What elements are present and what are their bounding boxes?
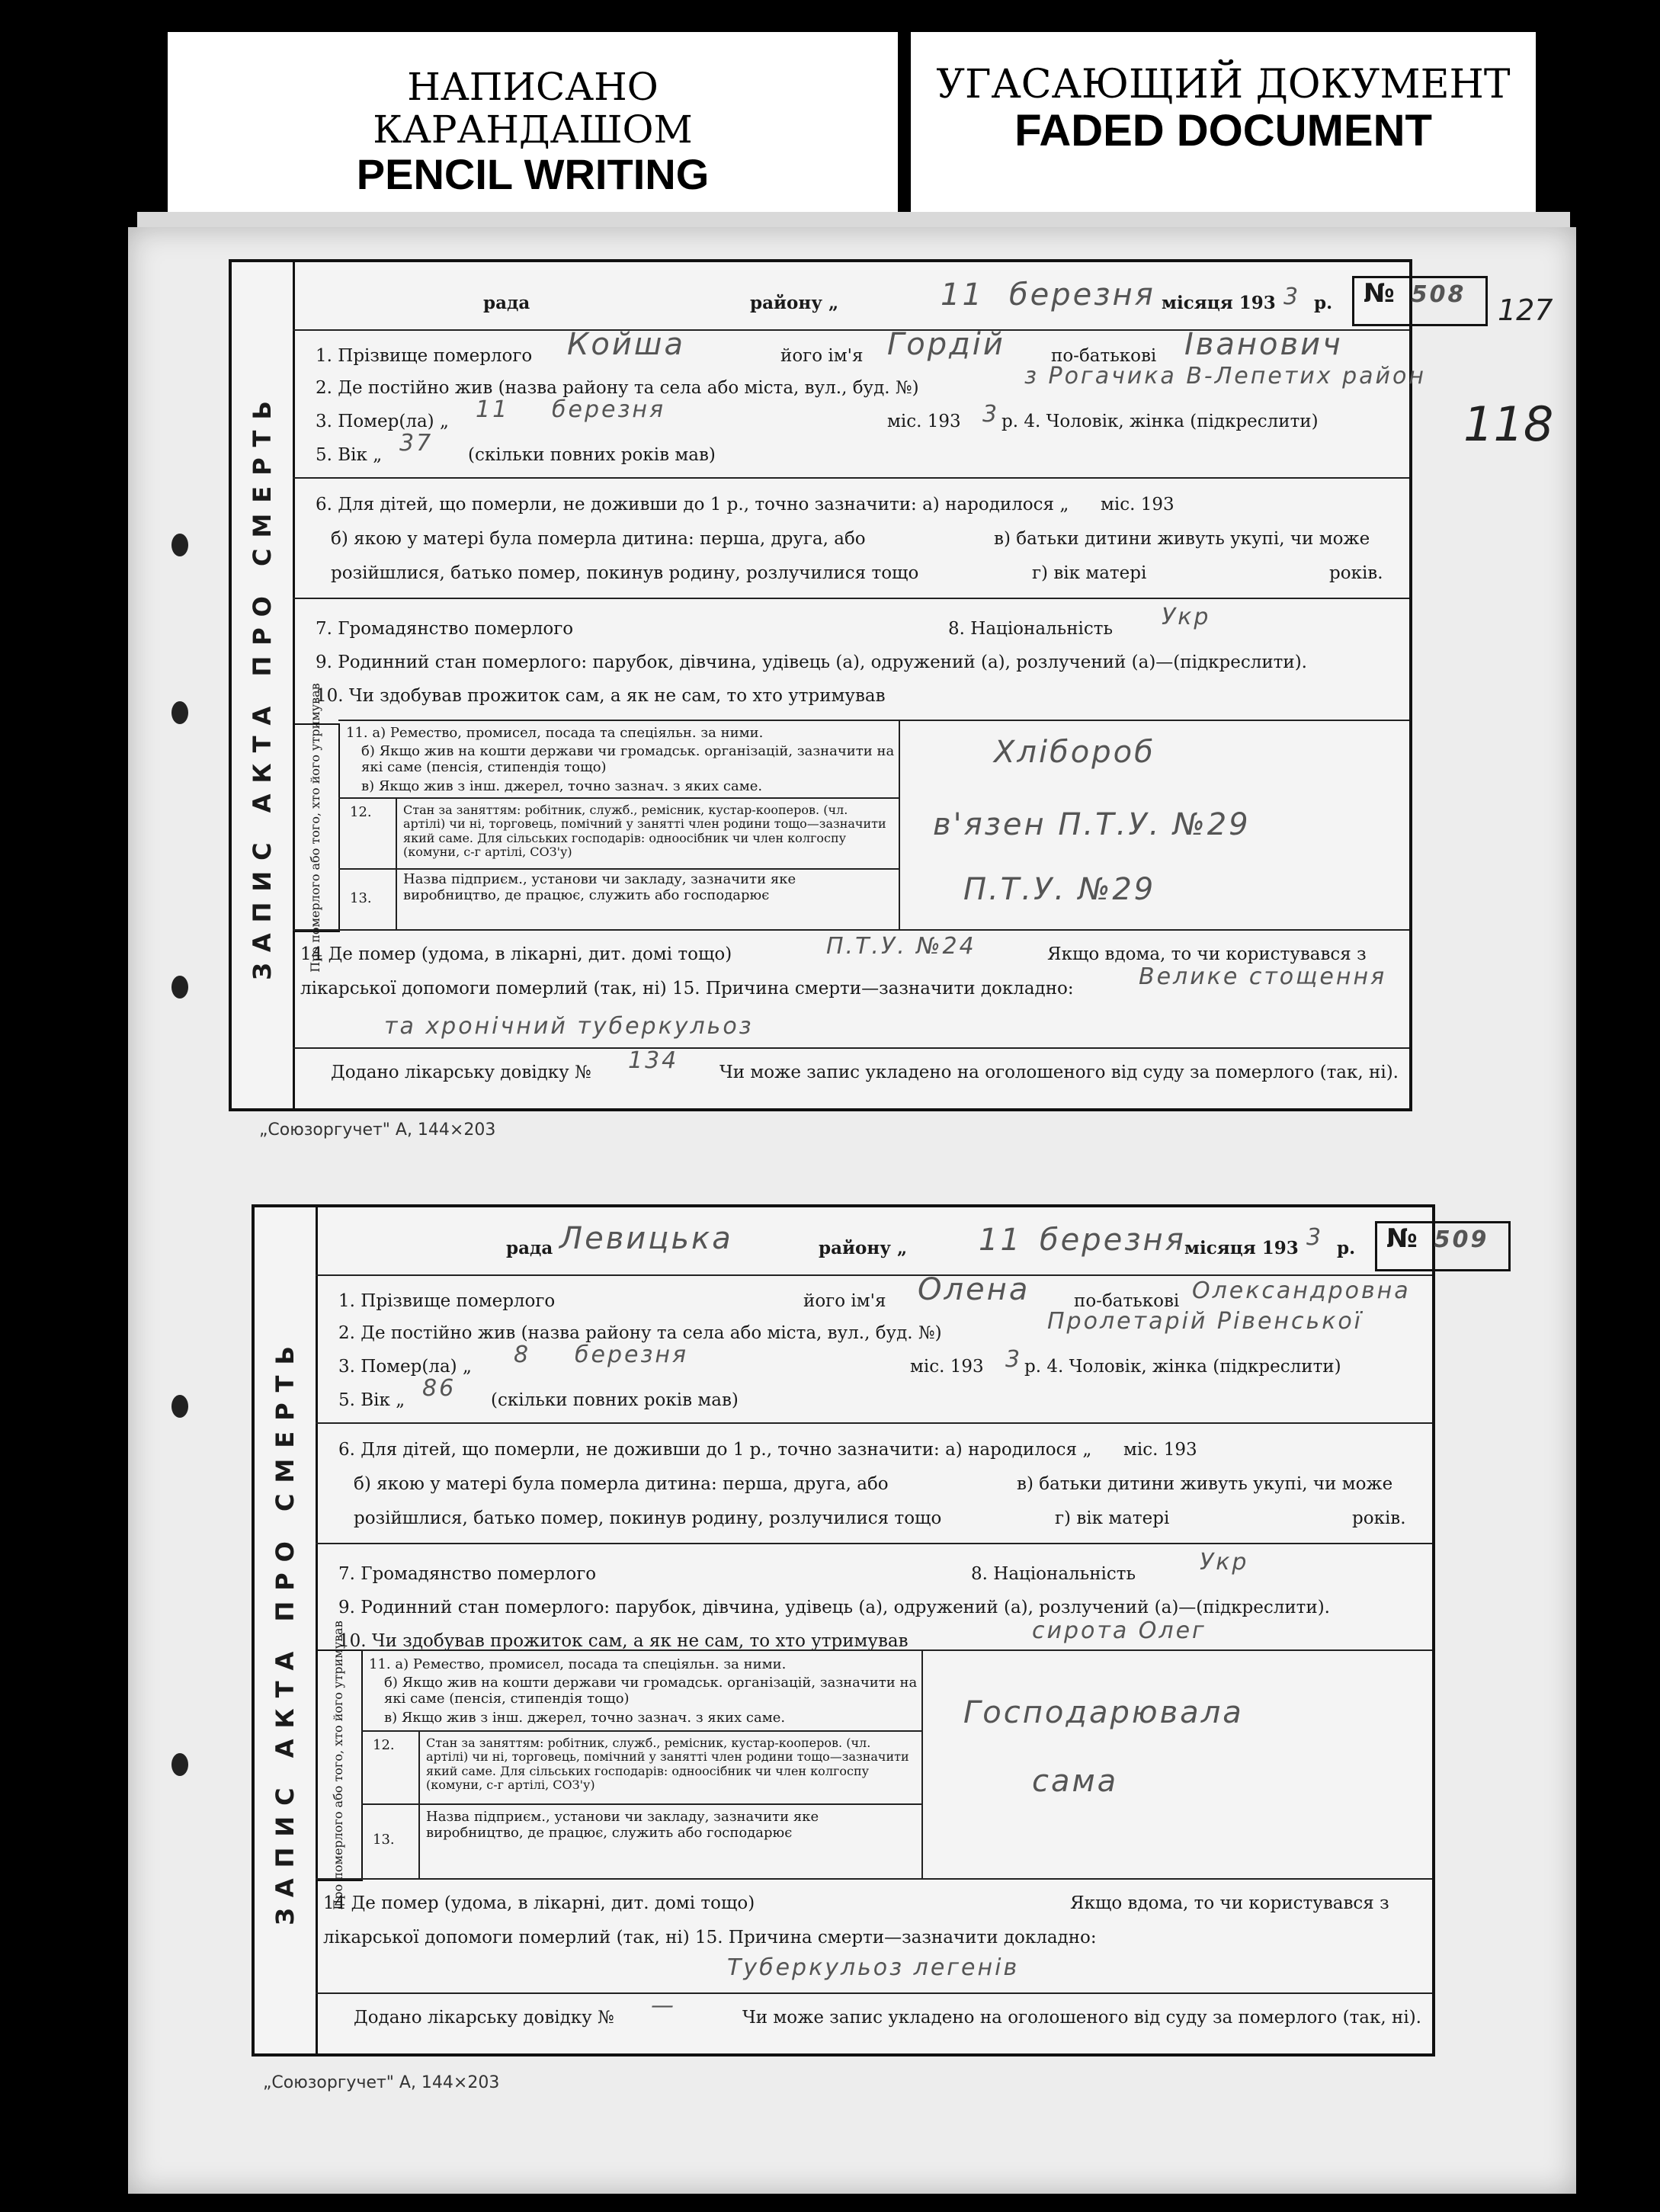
death-record-form-2	[252, 1204, 1489, 2057]
citizenship-label: 7. Громадянство померлого	[316, 619, 574, 639]
died-day: 8	[514, 1342, 531, 1368]
section-line	[361, 1649, 1432, 1651]
column-divider	[899, 720, 900, 929]
occupation-label-a: 11. а) Ремество, промисел, посада та спеціяльн. за ними.	[369, 1656, 787, 1672]
residence-label: 2. Де постійно жив (назва району та села або міста, вул., буд. №)	[338, 1323, 942, 1343]
support-value: сирота Олег	[1032, 1617, 1207, 1644]
child-birth-label: 6. Для дітей, що померли, не доживши до 1 р., точно зазначити: а) народилося „	[338, 1440, 1092, 1460]
number-sign: №	[1364, 278, 1395, 309]
record-day: 11	[941, 277, 984, 313]
margin-number-1: 127	[1498, 293, 1553, 327]
record-number-box	[1352, 276, 1488, 326]
workplace-label: Назва підприєм., установи чи закладу, зазначити яке виробництво, де працює, служить або господарює	[426, 1809, 819, 1841]
parents-label: в) батьки дитини живуть укупі, чи може	[1017, 1474, 1393, 1494]
court-label: Чи може запис укладено на оголошеного від суду за померлого (так, ні).	[742, 2008, 1421, 2028]
patronymic-value: Олександровна	[1192, 1278, 1411, 1304]
header-r: р.	[1314, 293, 1333, 313]
section-line	[338, 720, 1409, 721]
place-label: 14 Де помер (удома, в лікарні, дит. домі тощо)	[300, 944, 732, 964]
section-line	[293, 477, 1409, 479]
cause-value-1: Велике стощення	[1139, 963, 1387, 990]
record-day: 11	[979, 1223, 1022, 1258]
section-line	[316, 1992, 1432, 1994]
binding-hole	[171, 1395, 188, 1418]
header-rayon: району „	[750, 293, 839, 313]
died-month-label: міс. 193	[910, 1357, 984, 1377]
record-year: 3	[1306, 1224, 1324, 1251]
mother-age-label: г) вік матері	[1032, 563, 1147, 583]
parents-label: в) батьки дитини живуть укупі, чи може	[994, 529, 1370, 549]
occupation-label-a: 11. а) Ремество, промисел, посада та спеціяльн. за ними.	[346, 725, 764, 741]
status-number: 12.	[350, 804, 372, 820]
place-value: П.Т.У. №24	[826, 933, 976, 960]
died-month-label: міс. 193	[887, 412, 961, 431]
marital-label: 9. Родинний стан померлого: парубок, дівчина, удівець (а), одружений (а), розлучений (а)—(підкреслити).	[338, 1598, 1330, 1617]
cause-value: Туберкульоз легенів	[727, 1954, 1020, 1981]
patronymic-label: по-батькові	[1074, 1291, 1180, 1311]
row-line	[338, 868, 899, 870]
parents-status-label: розійшлися, батько помер, покинув родину, розлучилися тощо	[331, 563, 919, 583]
sub-side-box	[293, 683, 340, 973]
label-ru-line1: НАПИСАНО	[407, 65, 659, 109]
died-year: 3	[1005, 1346, 1023, 1373]
record-number-box	[1375, 1221, 1511, 1271]
child-birth-label: 6. Для дітей, що померли, не доживши до 1 р., точно зазначити: а) народилося „	[316, 495, 1069, 515]
header-line	[316, 1274, 1432, 1276]
support-label: 10. Чи здобував прожиток сам, а як не сам, то хто утримував	[316, 686, 886, 706]
workplace-number: 13.	[350, 890, 372, 906]
status-number: 12.	[373, 1737, 395, 1753]
label-en: PENCIL WRITING	[356, 150, 710, 198]
side-title-text: ЗАПИС АКТА ПРО СМЕРТЬ	[271, 1335, 300, 1925]
form-footer-1: „Союзоргучет" А, 144×203	[259, 1120, 496, 1140]
died-month: березня	[552, 396, 666, 423]
patronymic-value: Іванович	[1184, 327, 1343, 362]
header-month: місяця 193	[1162, 293, 1276, 313]
binding-hole	[171, 534, 188, 556]
pencil-writing-label	[168, 32, 898, 221]
column-divider	[921, 1649, 923, 1878]
status-label: Стан за заняттям: робітник, служб., ремісник, кустар-кооперов. (чл. артілі) чи ні, торговець, помічний у занятті член родини тощо—зазначити який саме. Для сільських господарів: одноосібник чи член колгоспу (комуни, с-г артілі, СОЗ'у)	[403, 803, 886, 860]
section-line	[316, 1422, 1432, 1424]
binding-hole	[171, 976, 188, 999]
form-side-title	[232, 262, 295, 1108]
died-day: 11	[476, 396, 510, 423]
section-line	[293, 929, 1409, 931]
name-value: Олена	[918, 1272, 1030, 1307]
surname-value: Койша	[567, 327, 685, 362]
occupation-value: Хлібороб	[994, 735, 1155, 770]
section-line	[316, 1543, 1432, 1544]
surname-label: 1. Прізвище померлого	[338, 1291, 556, 1311]
died-label: 3. Помер(ла) „	[316, 412, 449, 431]
died-year: 3	[982, 401, 1000, 428]
sub-side-box	[316, 1621, 363, 1910]
age-value: 86	[422, 1375, 457, 1402]
record-year: 3	[1283, 284, 1301, 310]
residence-label: 2. Де постійно жив (назва району та села або міста, вул., буд. №)	[316, 378, 919, 398]
workplace-value: П.Т.У. №29	[963, 872, 1156, 907]
row-line	[361, 1803, 921, 1805]
nationality-label: 8. Національність	[971, 1564, 1136, 1584]
section-line	[293, 598, 1409, 599]
mother-age-years: років.	[1352, 1508, 1406, 1528]
label-ru-line2: КАРАНДАШОМ	[373, 107, 693, 152]
age-note: (скільки повних років мав)	[491, 1390, 739, 1410]
row-line	[361, 1730, 921, 1732]
sex-label: р. 4. Чоловік, жінка (підкреслити)	[1024, 1357, 1341, 1377]
patronymic-label: по-батькові	[1051, 346, 1157, 366]
label-en: FADED DOCUMENT	[1014, 106, 1432, 156]
sex-label: р. 4. Чоловік, жінка (підкреслити)	[1001, 412, 1319, 431]
died-label: 3. Помер(ла) „	[338, 1357, 472, 1377]
place-label: 14 Де помер (удома, в лікарні, дит. домі тощо)	[323, 1893, 755, 1913]
age-label: 5. Вік „	[316, 445, 383, 465]
residence-value: Пролетарій Рівенської	[1047, 1308, 1364, 1335]
record-month: березня	[1009, 277, 1155, 313]
age-value: 37	[399, 430, 434, 457]
margin-number-2: 118	[1463, 396, 1554, 452]
form-side-title	[255, 1207, 318, 2053]
row-line	[338, 797, 899, 799]
home-label: Якщо вдома, то чи користувався з	[1047, 944, 1367, 964]
record-surname-top: Левицька	[559, 1221, 733, 1256]
workplace-label: Назва підприєм., установи чи закладу, зазначити яке виробництво, де працює, служить або господарює	[403, 871, 796, 903]
workplace-number: 13.	[373, 1832, 395, 1848]
certificate-label: Додано лікарську довідку №	[354, 2008, 614, 2028]
name-label: його ім'я	[780, 346, 864, 366]
record-number: 509	[1434, 1226, 1489, 1253]
status-label: Стан за заняттям: робітник, служб., ремісник, кустар-кооперов. (чл. артілі) чи ні, торговець, помічний у занятті член родини тощо—зазначити який саме. Для сільських господарів: одноосібник чи член колгоспу (комуни, с-г артілі, СОЗ'у)	[426, 1736, 909, 1793]
header-rayon: району „	[819, 1238, 908, 1258]
header-month: місяця 193	[1184, 1238, 1299, 1258]
court-label: Чи може запис укладено на оголошеного від суду за померлого (так, ні).	[719, 1063, 1399, 1082]
occupation-label-c: в) Якщо жив з інш. джерел, точно зазнач. з яких саме.	[384, 1710, 786, 1726]
child-order-label: б) якою у матері була померла дитина: перша, друга, або	[331, 529, 866, 549]
support-label: 10. Чи здобував прожиток сам, а як не сам, то хто утримував	[338, 1631, 909, 1651]
header-r: р.	[1337, 1238, 1356, 1258]
certificate-value: 134	[628, 1047, 679, 1074]
name-label: його ім'я	[803, 1291, 886, 1311]
nationality-value: Укр	[1200, 1549, 1249, 1576]
section-line	[316, 1878, 1432, 1880]
parents-status-label: розійшлися, батько помер, покинув родину, розлучилися тощо	[354, 1508, 942, 1528]
died-month: березня	[575, 1342, 689, 1368]
child-birth-month: міс. 193	[1123, 1440, 1197, 1460]
cause-value-2: та хронічний туберкульоз	[384, 1013, 754, 1040]
home-label: Якщо вдома, то чи користувався з	[1070, 1893, 1389, 1913]
child-birth-month: міс. 193	[1101, 495, 1174, 515]
form-footer-2: „Союзоргучет" А, 144×203	[263, 2073, 500, 2092]
nationality-label: 8. Національність	[948, 619, 1114, 639]
age-label: 5. Вік „	[338, 1390, 405, 1410]
name-value: Гордій	[887, 327, 1005, 362]
certificate-label: Додано лікарську довідку №	[331, 1063, 591, 1082]
occupation-label-b: б) Якщо жив на кошти держави чи громадськ. організацій, зазначити на які саме (пенсія, стипендія тощо)	[384, 1675, 918, 1707]
occupation-label-c: в) Якщо жив з інш. джерел, точно зазнач. з яких саме.	[361, 778, 763, 794]
sub-side-text: Про померлого або того, хто його утримував	[331, 1621, 346, 1910]
faded-document-label	[911, 32, 1536, 221]
mother-age-years: років.	[1329, 563, 1383, 583]
status-value: сама	[1032, 1764, 1119, 1799]
death-record-form-1	[229, 259, 1466, 1111]
cause-label: лікарської допомоги померлий (так, ні) 15. Причина смерти—зазначити докладно:	[323, 1928, 1097, 1948]
occupation-label-b: б) Якщо жив на кошти держави чи громадськ. організацій, зазначити на які саме (пенсія, стипендія тощо)	[361, 743, 895, 775]
record-month: березня	[1040, 1223, 1186, 1258]
side-title-text: ЗАПИС АКТА ПРО СМЕРТЬ	[248, 390, 277, 980]
label-ru: УГАСАЮЩИЙ ДОКУМЕНТ	[936, 62, 1511, 107]
header-rada: рада	[483, 293, 530, 313]
sub-side-text: Про померлого або того, хто його утримував	[308, 683, 323, 973]
section-line	[293, 1047, 1409, 1049]
marital-label: 9. Родинний стан померлого: парубок, дівчина, удівець (а), одружений (а), розлучений (а)—(підкреслити).	[316, 652, 1307, 672]
cause-label: лікарської допомоги померлий (так, ні) 15. Причина смерти—зазначити докладно:	[300, 979, 1074, 999]
status-value: в'язен П.Т.У. №29	[933, 807, 1251, 842]
binding-hole	[171, 701, 188, 724]
record-number: 508	[1411, 281, 1466, 308]
residence-value: з Рогачика В-Лепетих район	[1024, 363, 1426, 390]
number-divider	[396, 797, 397, 929]
child-order-label: б) якою у матері була померла дитина: перша, друга, або	[354, 1474, 889, 1494]
occupation-value: Господарювала	[963, 1695, 1244, 1730]
number-sign: №	[1386, 1223, 1418, 1254]
nationality-value: Укр	[1162, 604, 1211, 630]
citizenship-label: 7. Громадянство померлого	[338, 1564, 597, 1584]
mother-age-label: г) вік матері	[1055, 1508, 1170, 1528]
surname-label: 1. Прізвище померлого	[316, 346, 533, 366]
header-rada: рада	[506, 1238, 553, 1258]
age-note: (скільки повних років мав)	[468, 445, 716, 465]
binding-hole	[171, 1753, 188, 1776]
certificate-value: —	[651, 1992, 676, 2019]
